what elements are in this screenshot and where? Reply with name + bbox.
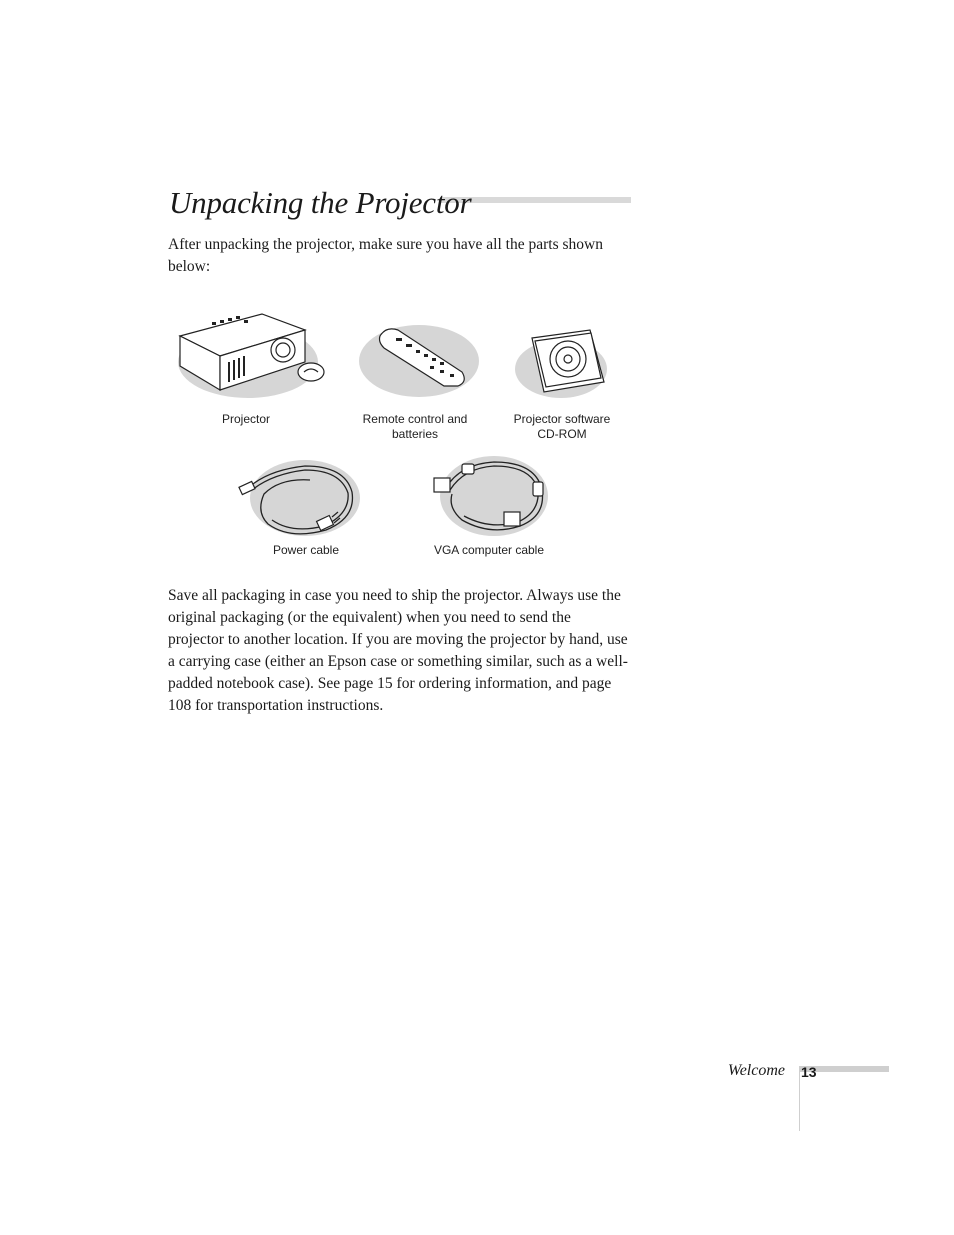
intro-paragraph: After unpacking the projector, make sure you have all the parts shown below: <box>168 236 603 275</box>
remote-caption-line2: batteries <box>391 427 439 441</box>
power-cable-caption: Power cable <box>272 543 340 557</box>
cd-rom-caption-line1: Projector software <box>513 412 611 426</box>
cd-rom-caption-line2: CD-ROM <box>537 427 587 441</box>
page-title: Unpacking the Projector <box>169 185 472 220</box>
vga-cable-caption: VGA computer cable <box>433 543 545 557</box>
page-number: 13 <box>801 1064 817 1080</box>
packaging-paragraph: Save all packaging in case you need to ship the projector. Always use the original packaging (or the equivalent) when you need to send the projector to another location. If you are moving the projector by hand, use a carrying case (either an Epson case or something similar, such as a well-padded notebook case). See page 15 for ordering information, and page 108 for transportation instructions. <box>168 587 628 714</box>
footer-section-name: Welcome <box>727 1062 785 1079</box>
footer-divider <box>799 1066 800 1131</box>
projector-caption: Projector <box>221 412 271 426</box>
remote-caption-line1: Remote control and <box>362 412 468 426</box>
